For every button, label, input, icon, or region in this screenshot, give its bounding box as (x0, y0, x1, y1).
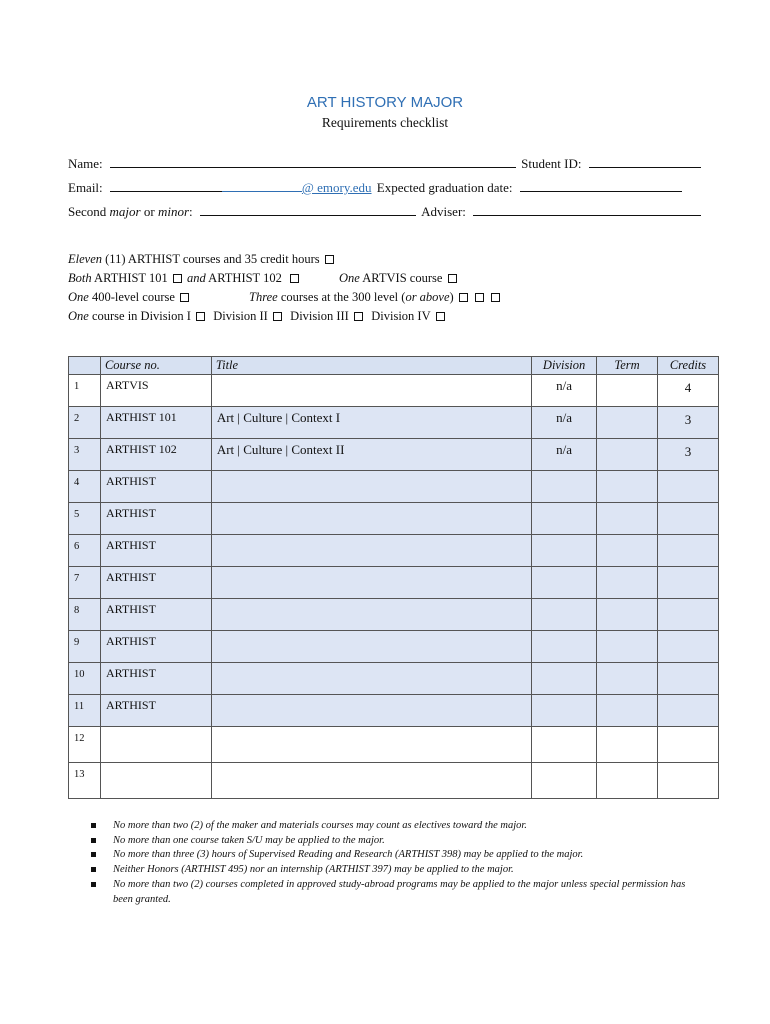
name-field[interactable] (110, 156, 516, 168)
grad-date-label: Expected graduation date: (376, 180, 513, 195)
req-or-above-italic: or above (405, 290, 450, 304)
checkbox-artvis[interactable] (448, 274, 457, 283)
cell-division[interactable] (532, 695, 597, 727)
cell-course-no[interactable]: ARTHIST (100, 631, 211, 663)
header-course-no: Course no. (100, 357, 211, 375)
cell-course-no[interactable]: ARTHIST (100, 471, 211, 503)
cell-term[interactable] (597, 503, 658, 535)
note-item: No more than two (2) of the maker and materials courses may count as electives toward the major. (88, 819, 698, 834)
req-300-text: courses at the 300 level ( (277, 290, 406, 304)
grad-date-field[interactable] (520, 180, 682, 192)
cell-credits[interactable] (658, 631, 719, 663)
cell-term[interactable] (597, 599, 658, 631)
cell-num: 5 (69, 503, 101, 535)
cell-credits[interactable]: 3 (658, 439, 719, 471)
checkbox-400-level[interactable] (180, 293, 189, 302)
cell-title[interactable] (211, 695, 531, 727)
cell-division[interactable] (532, 631, 597, 663)
header-title: Title (211, 357, 531, 375)
req-300-close: ) (449, 290, 454, 304)
table-row (69, 407, 719, 439)
cell-division[interactable] (532, 503, 597, 535)
header-num (69, 357, 101, 375)
cell-num: 11 (69, 695, 101, 727)
cell-credits[interactable] (658, 535, 719, 567)
cell-credits[interactable] (658, 599, 719, 631)
table-row (69, 663, 719, 695)
table-row (69, 727, 719, 763)
req-arthist-102-text: ARTHIST 102 (205, 271, 282, 285)
cell-credits[interactable]: 4 (658, 375, 719, 407)
cell-credits[interactable] (658, 663, 719, 695)
email-domain-link[interactable]: @ emory.edu (301, 180, 372, 195)
header-credits: Credits (658, 357, 719, 375)
checkbox-300-level-1[interactable] (459, 293, 468, 302)
second-major-row (68, 204, 700, 220)
cell-term[interactable] (597, 631, 658, 663)
cell-division[interactable] (532, 471, 597, 503)
second-major-minor: minor (157, 204, 189, 219)
cell-num: 1 (69, 375, 101, 407)
name-row (68, 156, 700, 172)
cell-division[interactable] (532, 535, 597, 567)
cell-num: 12 (69, 727, 101, 763)
adviser-field[interactable] (473, 204, 701, 216)
email-field[interactable] (110, 180, 222, 192)
table-row (69, 471, 719, 503)
cell-term[interactable] (597, 727, 658, 763)
cell-title[interactable] (211, 631, 531, 663)
cell-division[interactable] (532, 727, 597, 763)
cell-division[interactable]: n/a (532, 375, 597, 407)
table-row (69, 763, 719, 799)
cell-division[interactable]: n/a (532, 407, 597, 439)
table-row (69, 567, 719, 599)
header-term: Term (597, 357, 658, 375)
cell-course-no[interactable]: ARTHIST (100, 535, 211, 567)
cell-term[interactable] (597, 695, 658, 727)
requirement-arthist-101-102 (68, 271, 488, 286)
second-major-prefix: Second (68, 204, 110, 219)
checkbox-division-1[interactable] (196, 312, 205, 321)
cell-term[interactable] (597, 663, 658, 695)
req-division-4-text: Division IV (371, 309, 431, 323)
req-eleven-italic: Eleven (68, 252, 103, 266)
notes-list (88, 819, 698, 907)
cell-title[interactable] (211, 471, 531, 503)
checkbox-division-2[interactable] (273, 312, 282, 321)
adviser-label: Adviser: (421, 204, 466, 219)
cell-num: 9 (69, 631, 101, 663)
cell-title[interactable] (211, 375, 531, 407)
cell-num: 7 (69, 567, 101, 599)
checkbox-division-3[interactable] (354, 312, 363, 321)
checkbox-eleven-courses[interactable] (325, 255, 334, 264)
cell-num: 10 (69, 663, 101, 695)
cell-term[interactable] (597, 439, 658, 471)
cell-credits[interactable] (658, 567, 719, 599)
cell-credits[interactable] (658, 695, 719, 727)
cell-term[interactable] (597, 471, 658, 503)
page-title: ART HISTORY MAJOR (306, 94, 464, 111)
req-artvis-text: ARTVIS course (359, 271, 443, 285)
checkbox-arthist-102[interactable] (290, 274, 299, 283)
checkbox-division-4[interactable] (436, 312, 445, 321)
cell-num: 3 (69, 439, 101, 471)
second-major-major: major (109, 204, 141, 219)
cell-term[interactable] (597, 407, 658, 439)
email-label: Email: (68, 180, 103, 195)
cell-credits[interactable] (658, 503, 719, 535)
cell-title[interactable] (211, 567, 531, 599)
email-row (68, 180, 700, 196)
email-link-underline (222, 180, 302, 192)
cell-credits[interactable] (658, 471, 719, 503)
page-subtitle: Requirements checklist (321, 115, 449, 130)
cell-term[interactable] (597, 375, 658, 407)
courses-table (68, 356, 719, 799)
header-division: Division (532, 357, 597, 375)
cell-term[interactable] (597, 567, 658, 599)
cell-title[interactable] (211, 663, 531, 695)
cell-course-no[interactable]: ARTHIST (100, 695, 211, 727)
cell-division[interactable]: n/a (532, 439, 597, 471)
requirement-300-level (249, 290, 502, 305)
cell-course-no[interactable] (100, 763, 211, 799)
requirement-divisions (68, 309, 447, 324)
cell-title[interactable] (211, 535, 531, 567)
cell-title[interactable] (211, 599, 531, 631)
requirement-artvis (339, 271, 459, 286)
requirement-eleven-courses (68, 252, 336, 267)
checkbox-arthist-101[interactable] (173, 274, 182, 283)
table-row (69, 695, 719, 727)
req-arthist-101-text: ARTHIST 101 (91, 271, 168, 285)
req-and-italic: and (186, 271, 206, 285)
table-row (69, 631, 719, 663)
cell-credits[interactable] (658, 763, 719, 799)
req-one-400-italic: One (68, 290, 89, 304)
table-row (69, 503, 719, 535)
cell-course-no[interactable]: ARTHIST (100, 599, 211, 631)
name-label: Name: (68, 156, 103, 171)
cell-num: 13 (69, 763, 101, 799)
cell-title[interactable]: Art | Culture | Context II (211, 439, 531, 471)
req-eleven-text: (11) ARTHIST courses and 35 credit hours (102, 252, 320, 266)
cell-num: 8 (69, 599, 101, 631)
student-id-label: Student ID: (521, 156, 582, 171)
table-header-row (69, 357, 719, 375)
requirement-400-level (68, 290, 528, 305)
req-one-division-italic: One (68, 309, 89, 323)
note-item: No more than one course taken S/U may be applied to the major. (88, 834, 698, 849)
cell-num: 2 (69, 407, 101, 439)
second-major-or: or (140, 204, 158, 219)
note-item: No more than two (2) courses completed in approved study-abroad programs may be applied to the major unless special permission has been granted. (88, 878, 698, 907)
req-division-2-text: Division II (213, 309, 268, 323)
req-division-3-text: Division III (290, 309, 349, 323)
req-400-text: 400-level course (88, 290, 175, 304)
cell-num: 4 (69, 471, 101, 503)
req-division-1-text: course in Division I (88, 309, 191, 323)
checkbox-300-level-2[interactable] (475, 293, 484, 302)
cell-division[interactable] (532, 567, 597, 599)
cell-course-no[interactable]: ARTVIS (100, 375, 211, 407)
table-row (69, 599, 719, 631)
cell-course-no[interactable]: ARTHIST (100, 503, 211, 535)
req-one-artvis-italic: One (339, 271, 360, 285)
cell-term[interactable] (597, 535, 658, 567)
cell-course-no[interactable]: ARTHIST (100, 663, 211, 695)
second-major-field[interactable] (200, 204, 416, 216)
table-row (69, 375, 719, 407)
cell-course-no[interactable]: ARTHIST 101 (100, 407, 211, 439)
cell-division[interactable] (532, 763, 597, 799)
note-item: No more than three (3) hours of Supervised Reading and Research (ARTHIST 398) may be applied to the major. (88, 848, 698, 863)
cell-course-no[interactable]: ARTHIST (100, 567, 211, 599)
req-three-italic: Three (249, 290, 278, 304)
cell-division[interactable] (532, 599, 597, 631)
checkbox-300-level-3[interactable] (491, 293, 500, 302)
table-row (69, 535, 719, 567)
cell-title[interactable] (211, 763, 531, 799)
cell-division[interactable] (532, 663, 597, 695)
note-item: Neither Honors (ARTHIST 495) nor an internship (ARTHIST 397) may be applied to the major. (88, 863, 698, 878)
cell-credits[interactable]: 3 (658, 407, 719, 439)
req-both-italic: Both (68, 271, 92, 285)
cell-title[interactable]: Art | Culture | Context I (211, 407, 531, 439)
cell-title[interactable] (211, 503, 531, 535)
second-major-colon: : (189, 204, 193, 219)
cell-title[interactable] (211, 727, 531, 763)
cell-credits[interactable] (658, 727, 719, 763)
cell-num: 6 (69, 535, 101, 567)
table-row (69, 439, 719, 471)
cell-term[interactable] (597, 763, 658, 799)
cell-course-no[interactable] (100, 727, 211, 763)
student-id-field[interactable] (589, 156, 701, 168)
cell-course-no[interactable]: ARTHIST 102 (100, 439, 211, 471)
